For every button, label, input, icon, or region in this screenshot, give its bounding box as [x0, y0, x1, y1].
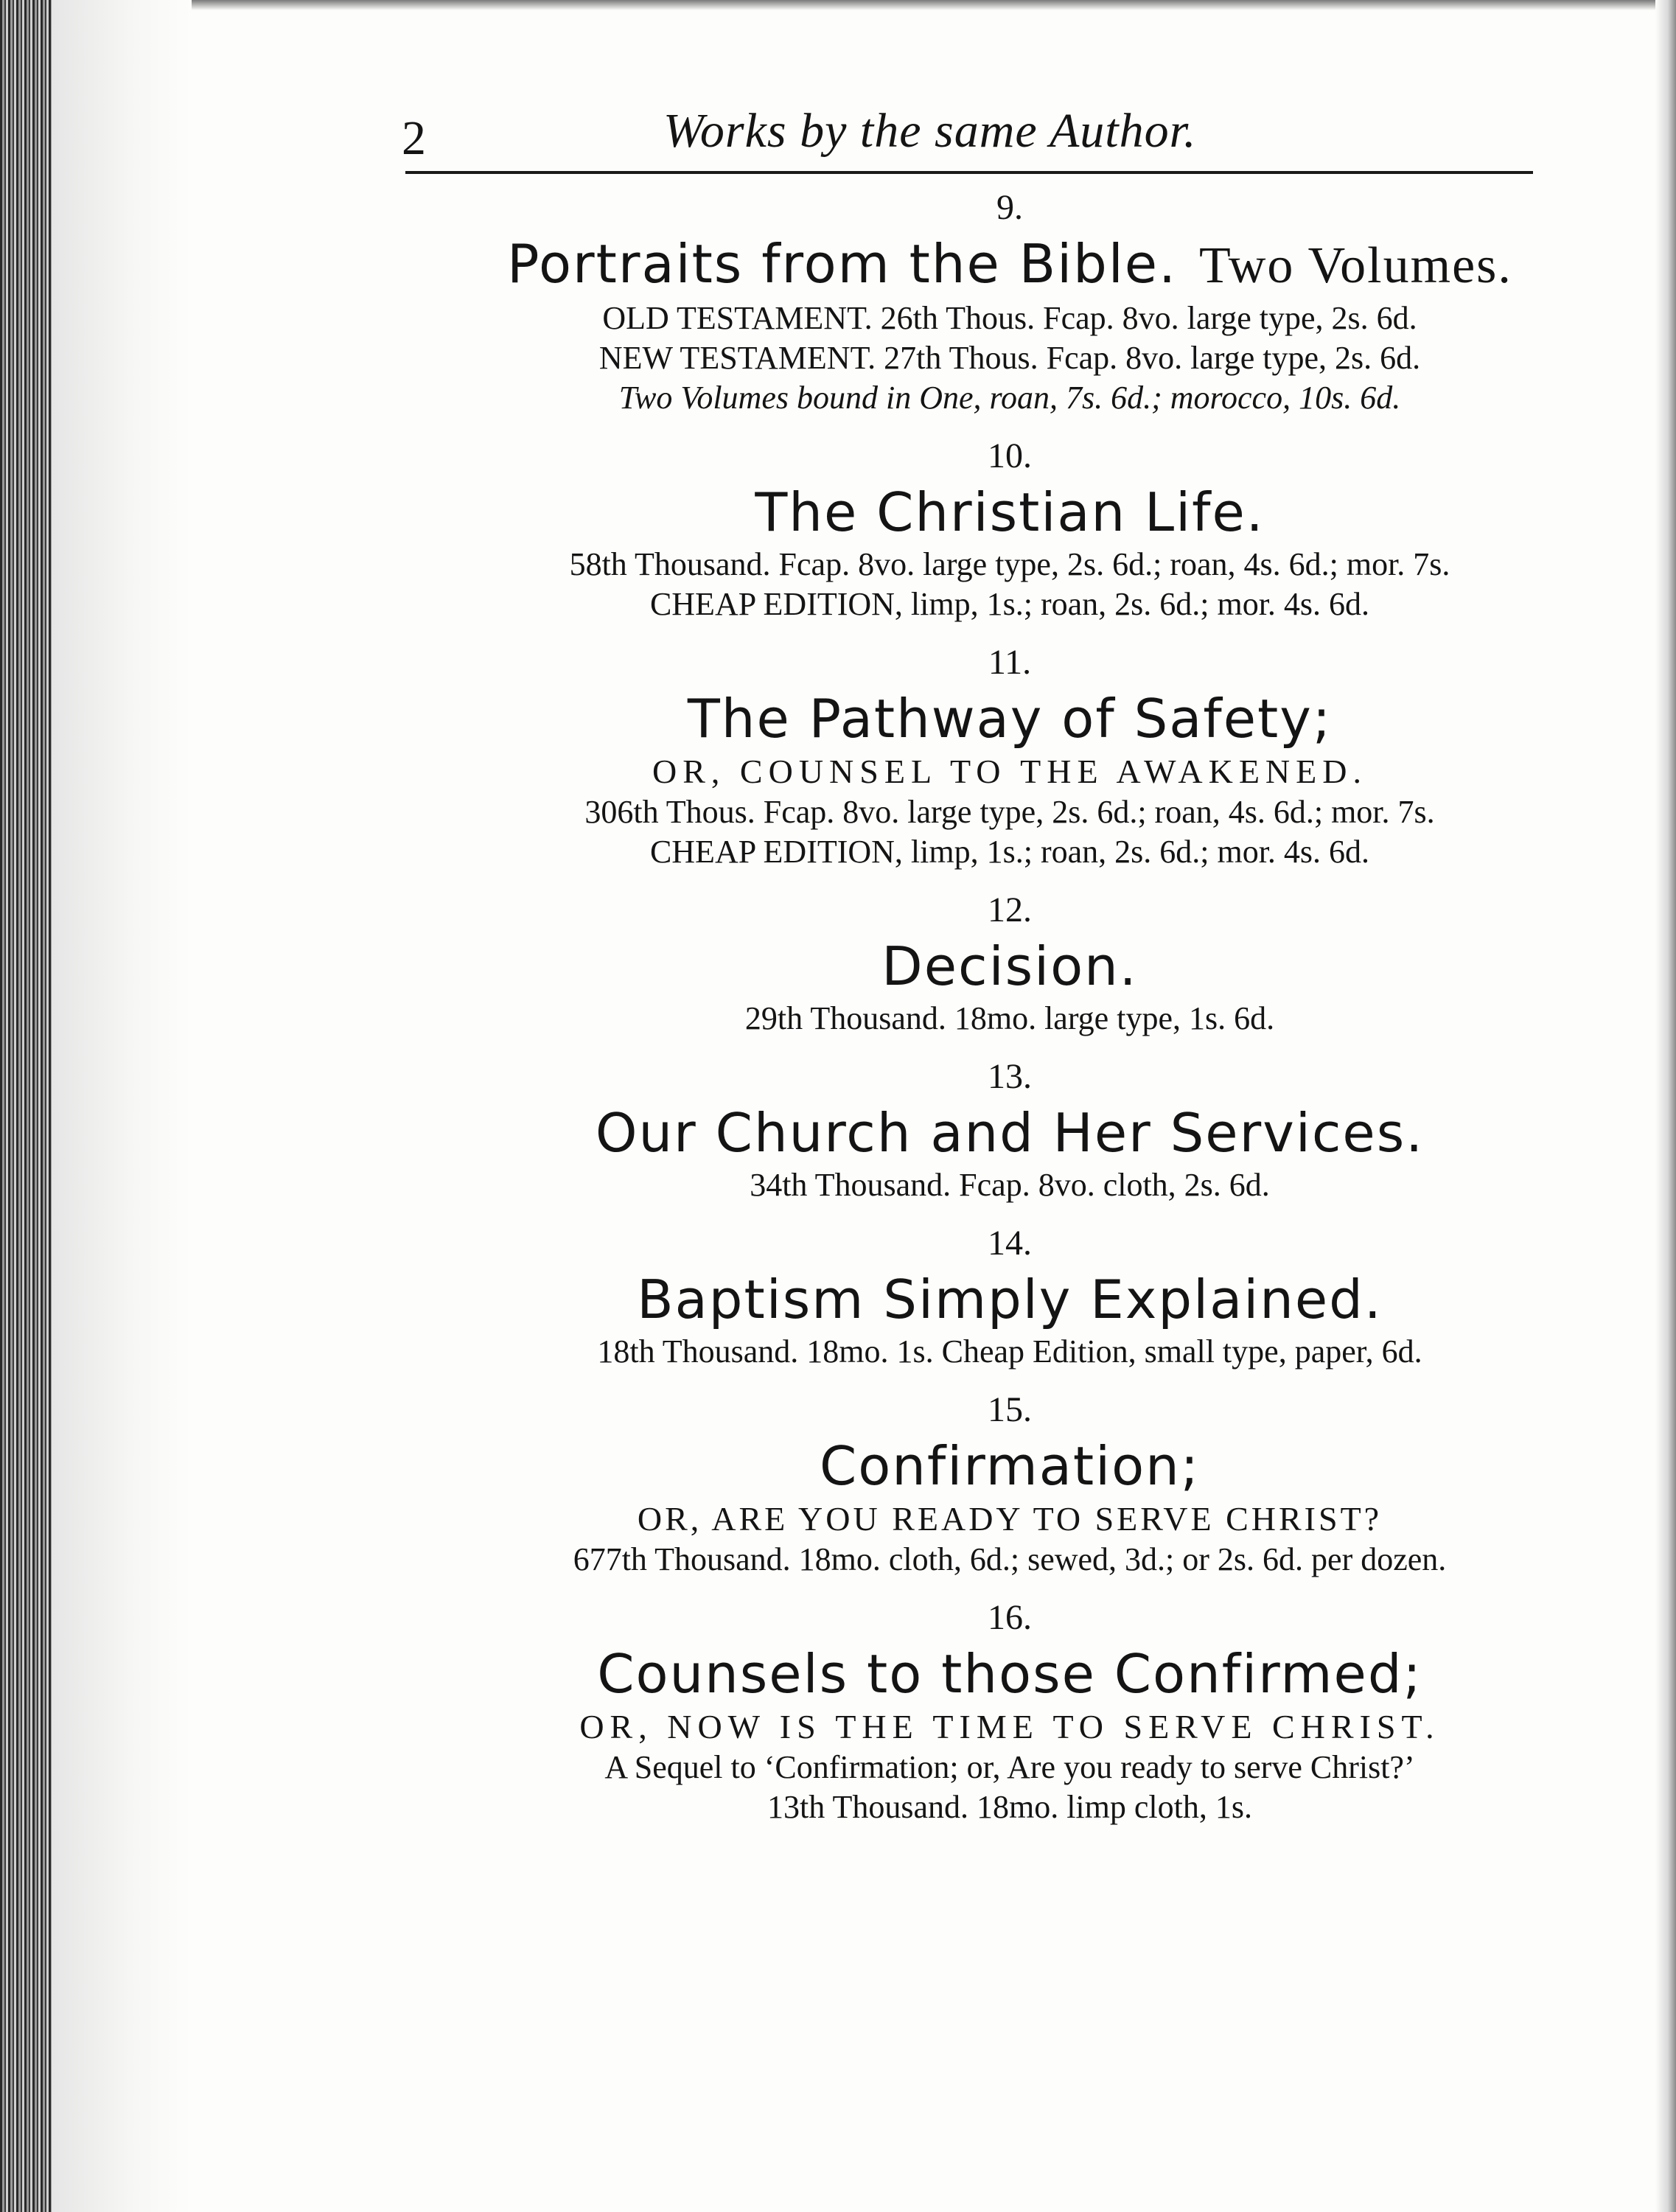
entry-line: Two Volumes bound in One, roan, 7s. 6d.; morocco, 10s. 6d. — [618, 380, 1401, 416]
entry-title: Decision. — [881, 935, 1138, 997]
entry-line: CHEAP EDITION, limp, 1s.; roan, 2s. 6d.; mor. 4s. 6d. — [649, 834, 1370, 870]
entry-title-text: Portraits from the Bible. — [507, 233, 1177, 295]
page-top-edge — [0, 0, 1676, 10]
entry-title: Confirmation; — [819, 1435, 1201, 1497]
entry-14 — [398, 1220, 1621, 1372]
entry-line: NEW TESTAMENT. 27th Thous. Fcap. 8vo. large type, 2s. 6d. — [598, 340, 1421, 376]
running-head: Works by the same Author. — [663, 104, 1197, 158]
entry-title-extra: Two Volumes. — [1198, 237, 1512, 294]
entry-line: 58th Thousand. Fcap. 8vo. large type, 2s. 6d.; roan, 4s. 6d.; mor. 7s. — [569, 546, 1450, 582]
entry-line: OLD TESTAMENT. 26th Thous. Fcap. 8vo. large type, 2s. 6d. — [602, 300, 1417, 336]
entry-number: 9. — [996, 188, 1023, 227]
entry-number: 15. — [988, 1390, 1032, 1429]
entry-11 — [398, 639, 1621, 872]
entry-15 — [398, 1386, 1621, 1580]
entry-subtitle: OR, NOW IS THE TIME TO SERVE CHRIST. — [579, 1708, 1440, 1745]
entry-title — [398, 231, 1621, 299]
entry-13 — [398, 1053, 1621, 1205]
book-spine-edge — [0, 0, 52, 2212]
entry-line: 29th Thousand. 18mo. large type, 1s. 6d. — [744, 1000, 1275, 1036]
header-rule — [405, 171, 1533, 174]
entry-line: 13th Thousand. 18mo. limp cloth, 1s. — [767, 1789, 1252, 1825]
page-right-edge — [1655, 0, 1676, 2212]
entry-16 — [398, 1594, 1621, 1827]
entry-number: 11. — [988, 643, 1032, 682]
page-gutter-shadow — [52, 0, 192, 2212]
entry-line: 306th Thous. Fcap. 8vo. large type, 2s. 6d.; roan, 4s. 6d.; mor. 7s. — [584, 794, 1435, 830]
entry-number: 16. — [988, 1598, 1032, 1637]
entry-line: 18th Thousand. 18mo. 1s. Cheap Edition, small type, paper, 6d. — [597, 1333, 1422, 1370]
entry-line: 34th Thousand. Fcap. 8vo. cloth, 2s. 6d. — [750, 1167, 1270, 1203]
entry-title: The Pathway of Safety; — [687, 688, 1333, 750]
entry-number: 14. — [988, 1224, 1032, 1263]
entry-title: Baptism Simply Explained. — [637, 1269, 1383, 1330]
entry-subtitle: OR, ARE YOU READY TO SERVE CHRIST? — [637, 1500, 1383, 1538]
entry-title: Counsels to those Confirmed; — [597, 1643, 1422, 1705]
entry-line: 677th Thousand. 18mo. cloth, 6d.; sewed, 3d.; or 2s. 6d. per dozen. — [573, 1541, 1447, 1577]
entry-number: 12. — [988, 890, 1032, 929]
page-number: 2 — [402, 111, 426, 165]
entry-line: A Sequel to ‘Confirmation; or, Are you ready to serve Christ?’ — [604, 1749, 1415, 1785]
entry-9 — [398, 184, 1621, 418]
entry-line: CHEAP EDITION, limp, 1s.; roan, 2s. 6d.; mor. 4s. 6d. — [649, 586, 1370, 622]
entry-title: Our Church and Her Services. — [595, 1102, 1425, 1164]
entry-number: 13. — [988, 1057, 1032, 1096]
entry-subtitle: OR, COUNSEL TO THE AWAKENED. — [652, 753, 1367, 790]
entry-12 — [398, 887, 1621, 1039]
entry-number: 10. — [988, 436, 1032, 475]
entries-list — [398, 184, 1621, 1827]
entry-title: The Christian Life. — [755, 481, 1265, 543]
entry-10 — [398, 433, 1621, 624]
